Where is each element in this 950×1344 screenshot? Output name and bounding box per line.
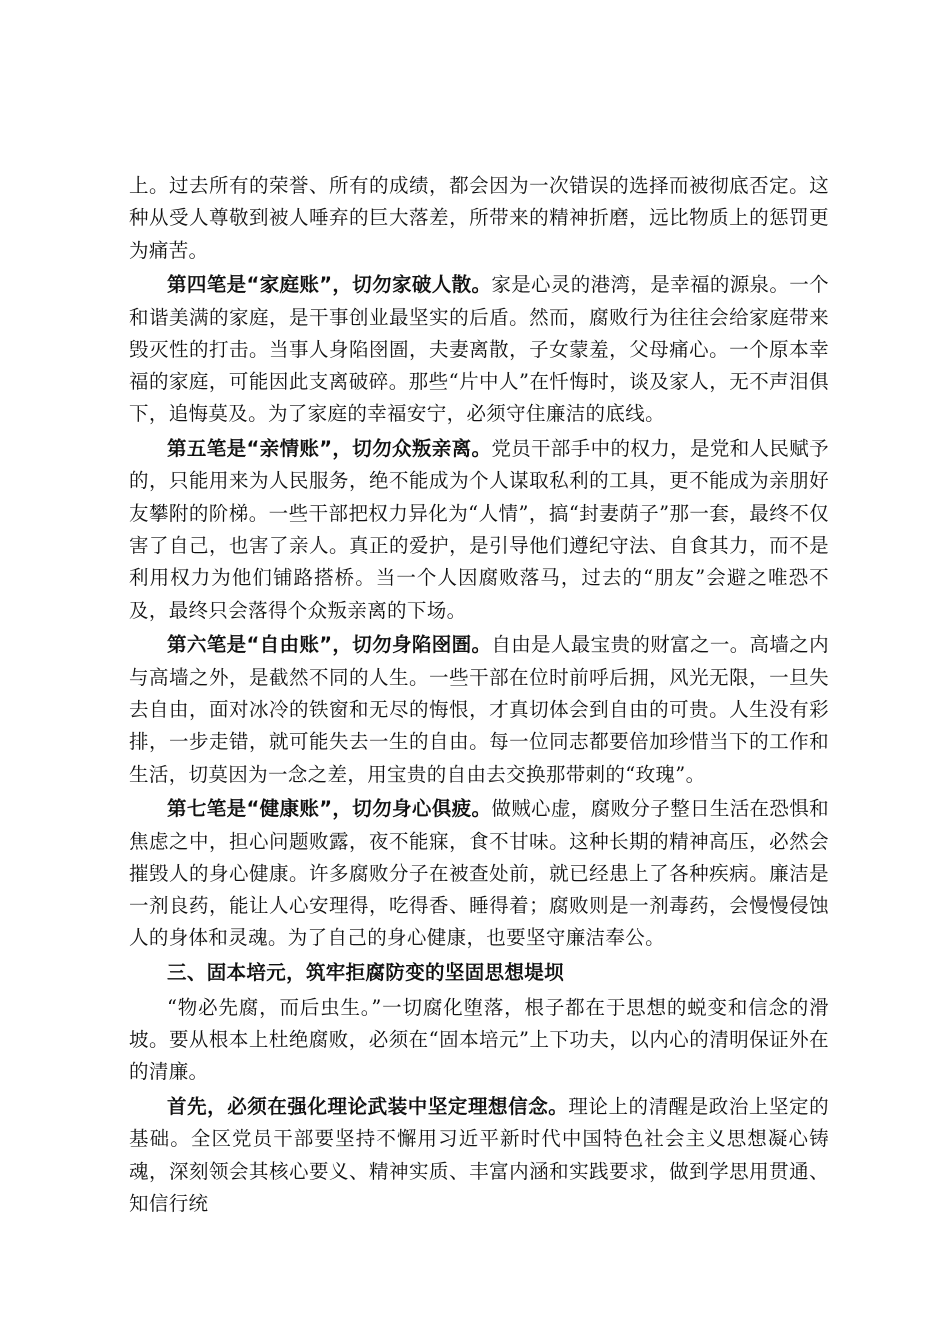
paragraph-kinship-account xyxy=(129,433,829,627)
paragraph-lead: 首先，必须在强化理论武装中坚定理想信念。 xyxy=(167,1095,569,1119)
paragraph-lead: 第六笔是“自由账”，切勿身陷囹圄。 xyxy=(167,633,492,657)
paragraph-text: 上。过去所有的荣誉、所有的成绩，都会因为一次错误的选择而被彻底否定。这种从受人尊敬到被人唾弃的巨大落差，所带来的精神折磨，远比物质上的惩罚更为痛苦。 xyxy=(129,174,829,262)
paragraph-text: 理论上的清醒是政治上坚定的基础。全区党员干部要坚持不懈用习近平新时代中国特色社会主义思想凝心铸魂，深刻领会其核心要义、精神实质、丰富内涵和实践要求，做到学思用贯通、知信行统 xyxy=(129,1095,829,1215)
paragraph-text: 党员干部手中的权力，是党和人民赋予的，只能用来为人民服务，绝不能成为个人谋取私利的工具，更不能成为亲朋好友攀附的阶梯。一些干部把权力异化为“人情”，搞“封妻荫子”那一套，最终不仅害了自己，也害了亲人。真正的爱护，是引导他们遵纪守法、自食其力，而不是利用权力为他们铺路搭桥。当一个人因腐败落马，过去的“朋友”会避之唯恐不及，最终只会落得个众叛亲离的下场。 xyxy=(129,437,829,622)
paragraph-lead: 第四笔是“家庭账”，切勿家破人散。 xyxy=(167,273,492,297)
paragraph-continuation xyxy=(129,170,829,267)
section-heading: 三、固本培元，筑牢拒腐防变的坚固思想堤坝 xyxy=(167,961,565,985)
paragraph-family-account xyxy=(129,269,829,430)
paragraph-text: 自由是人最宝贵的财富之一。高墙之内与高墙之外，是截然不同的人生。一些干部在位时前呼后拥，风光无限，一旦失去自由，面对冰冷的铁窗和无尽的悔恨，才真切体会到自由的可贵。人生没有彩排，一步走错，就可能失去一生的自由。每一位同志都要倍加珍惜当下的工作和生活，切莫因为一念之差，用宝贵的自由去交换那带刺的“玫瑰”。 xyxy=(129,633,829,786)
paragraph-freedom-account xyxy=(129,629,829,790)
paragraph-text: 家是心灵的港湾，是幸福的源泉。一个和谐美满的家庭，是干事创业最坚实的后盾。然而，腐败行为往往会给家庭带来毁灭性的打击。当事人身陷囹圄，夫妻离散，子女蒙羞，父母痛心。一个原本幸福的家庭，可能因此支离破碎。那些“片中人”在忏悔时，谈及家人，无不声泪俱下，追悔莫及。为了家庭的幸福安宁，必须守住廉洁的底线。 xyxy=(129,273,829,426)
paragraph-quote: “物必先腐，而后虫生。”一切腐化堕落，根子都在于思想的蜕变和信念的滑坡。要从根本上杜绝腐败，必须在“固本培元”上下功夫，以内心的清明保证外在的清廉。 xyxy=(129,995,829,1084)
paragraph-lead: 第七笔是“健康账”，切勿身心俱疲。 xyxy=(167,797,492,821)
paragraph-health-account xyxy=(129,793,829,954)
document-page xyxy=(129,170,829,1223)
paragraph-text: 做贼心虚，腐败分子整日生活在恐惧和焦虑之中，担心问题败露，夜不能寐，食不甘味。这种长期的精神高压，必然会摧毁人的身心健康。许多腐败分子在被查处前，就已经患上了各种疾病。廉洁是一剂良药，能让人心安理得，吃得香、睡得着；腐败则是一剂毒药，会慢慢侵蚀人的身体和灵魂。为了自己的身心健康，也要坚守廉洁奉公。 xyxy=(129,797,829,950)
paragraph-first-point xyxy=(129,1091,829,1220)
paragraph-lead: 第五笔是“亲情账”，切勿众叛亲离。 xyxy=(167,437,492,461)
